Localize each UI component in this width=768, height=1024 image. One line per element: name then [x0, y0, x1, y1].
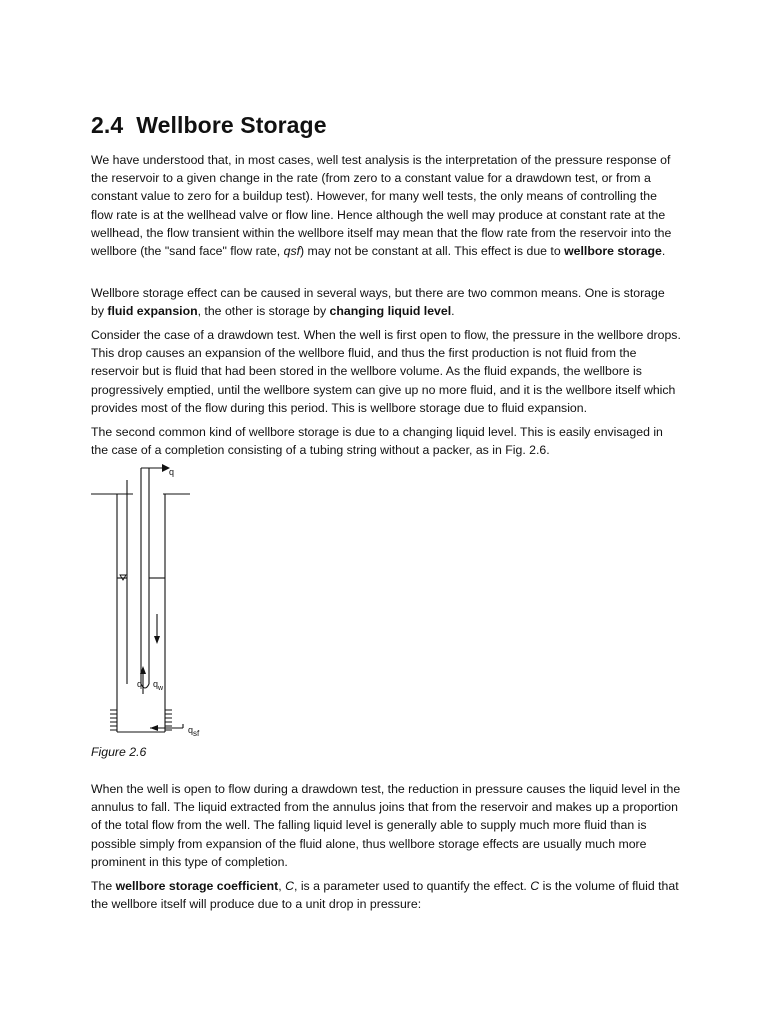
paragraph-causes: Wellbore storage effect can be caused in several ways, but there are two common means. One is storage by fluid expansion, the other is storage by changing liquid level. [91, 286, 665, 319]
sand-face-rate-symbol: qsf [283, 244, 301, 259]
label-q-sandface: qsf [188, 725, 200, 738]
section-title: Wellbore Storage [136, 112, 327, 138]
term-changing-liquid-level: changing liquid level [329, 304, 452, 319]
inflow-arrowhead [150, 725, 158, 731]
term-fluid-expansion: fluid expansion [107, 304, 198, 319]
paragraph-storage-coefficient: The wellbore storage coefficient, C, is a parameter used to quantify the effect. C is the volume of fluid that the wellbore itself will produce due to a unit drop in pressure: [91, 879, 679, 912]
tubing-bend [141, 684, 149, 688]
label-q-reservoir: q [137, 679, 143, 689]
down-arrowhead [154, 636, 160, 644]
paragraph-fluid-expansion: Consider the case of a drawdown test. When the well is first open to flow, the pressure in the wellbore drops. This drop causes an expansion of the wellbore fluid, and thus the first production is not fluid from the reservoir but is fluid that had been stored in the wellbore volume. As the fluid expands, the wellbore is progressively emptied, until the wellbore system can give up no more fluid, and it is the wellbore itself which provides most of the flow during this period. This is wellbore storage due to fluid expansion. [91, 328, 681, 415]
symbol-c: C [285, 879, 294, 893]
term-storage-coefficient: wellbore storage coefficient [115, 879, 279, 893]
perforations-left [110, 710, 117, 730]
paragraph-intro: We have understood that, in most cases, well test analysis is the interpretation of the pressure response of the reservoir to a given change in the rate (from zero to a constant value for a drawdown test, or from a constant value to zero for a buildup test). However, for many well tests, the only means of controlling the flow rate is at the wellhead valve or flow line. Hence although the well may produce at constant rate at the wellhead, the flow transient within the wellbore itself may mean that the flow rate from the reservoir into the wellbore (the "sand face" flow rate, qsf) may not be constant at all. This effect is due to wellbore storage. [91, 153, 672, 259]
label-q-wellbore: $q_w$ [153, 679, 164, 692]
paragraph-drawdown: When the well is open to flow during a drawdown test, the reduction in pressure causes the liquid level in the annulus to fall. The liquid extracted from the annulus joins that from the reservoir and makes up a proportion of the total flow from the well. The falling liquid level is generally able to supply much more fluid than is possible simply from expansion of the fluid alone, thus wellbore storage effects are usually much more prominent in this type of completion. [91, 782, 681, 869]
term-wellbore-storage: wellbore storage [564, 244, 662, 259]
symbol-c: C [530, 879, 540, 893]
section-heading [91, 112, 327, 139]
section-number: 2.4 [91, 112, 124, 138]
figure-caption: Figure 2.6 [91, 745, 147, 759]
wellbore-diagram [88, 462, 218, 744]
perforations-right [165, 710, 172, 730]
paragraph-liquid-level: The second common kind of wellbore storage is due to a changing liquid level. This is easily envisaged in the case of a completion consisting of a tubing string without a packer, as in Fig. 2.6. [91, 425, 663, 458]
label-q-outflow: q [169, 467, 175, 477]
